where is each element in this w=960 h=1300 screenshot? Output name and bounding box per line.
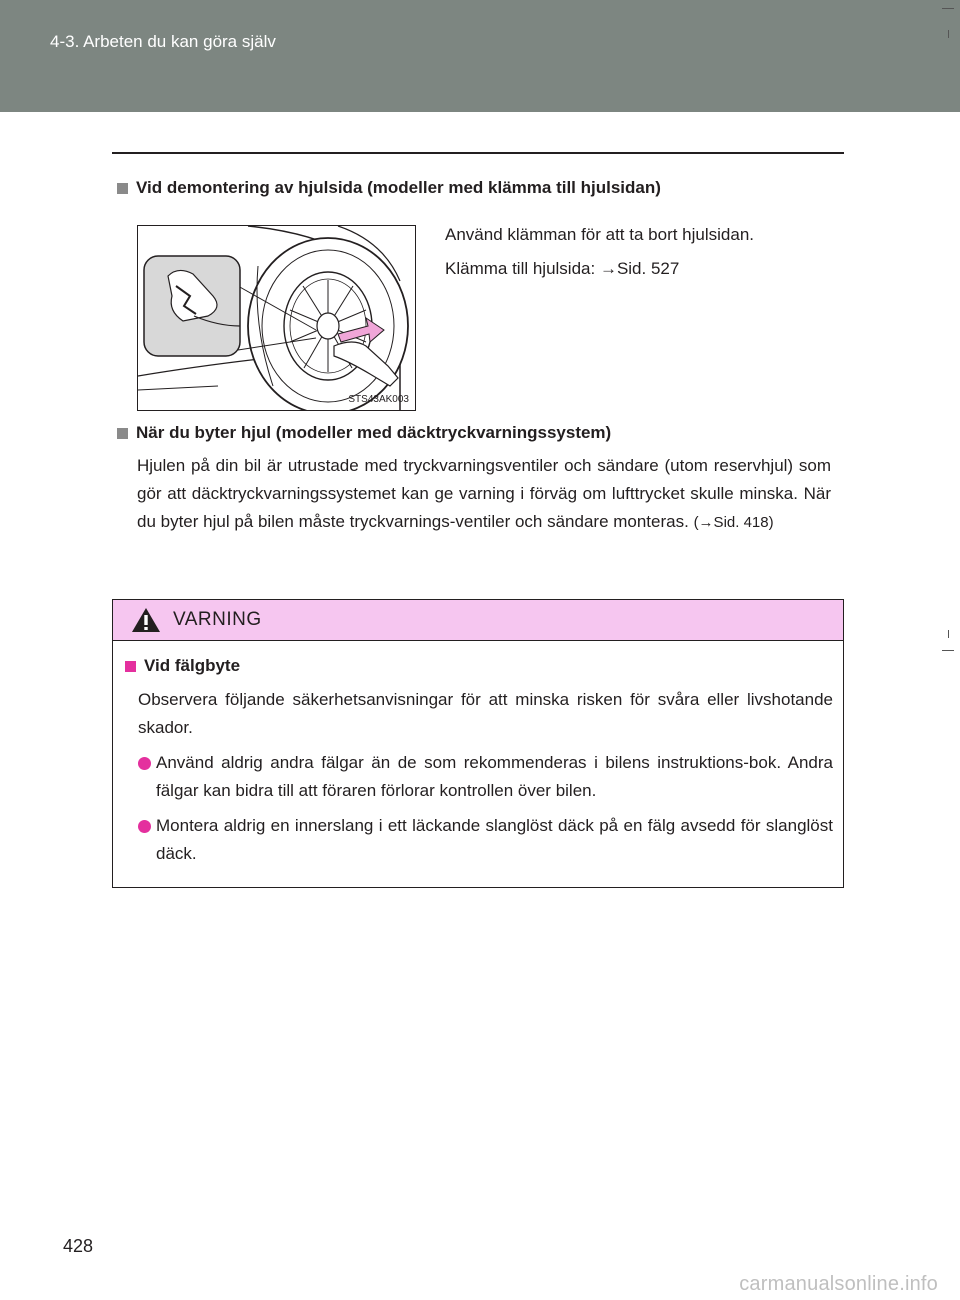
crop-mark bbox=[948, 30, 949, 38]
hubcap-clamp-reference: Klämma till hjulsida: →Sid. 527 bbox=[445, 259, 680, 278]
section-heading-tpms bbox=[117, 423, 611, 443]
tpms-body-text: Hjulen på din bil är utrustade med tryckvarningsventiler och sändare (utom reservhjul) som gör att däcktryckvarningssystemet kan ge varning i förväg om lufttrycket skulle minska. När du byter hjul på bilen måste tryckvarnings-ventiler och sändare monteras. bbox=[137, 456, 831, 531]
crop-mark bbox=[948, 630, 949, 638]
bullet-dot-icon bbox=[138, 757, 151, 770]
warning-box bbox=[112, 599, 844, 888]
warning-subheading-text: Vid fälgbyte bbox=[144, 656, 241, 675]
warning-title: VARNING bbox=[173, 609, 262, 630]
hubcap-removal-illustration bbox=[137, 225, 416, 411]
warning-header bbox=[113, 600, 843, 641]
warning-bullet-text: Använd aldrig andra fälgar än de som rekommenderas i bilens instruktions-bok. Andra fälgar kan bidra till att föraren förlorar kontrollen över bilen. bbox=[156, 753, 833, 800]
section-heading-hubcap bbox=[117, 178, 661, 198]
warning-triangle-icon bbox=[131, 606, 161, 634]
square-bullet-icon bbox=[117, 428, 128, 439]
section-heading-text: När du byter hjul (modeller med däcktryckvarningssystem) bbox=[136, 423, 612, 442]
tpms-page-reference: (→Sid. 418) bbox=[693, 514, 774, 531]
warning-subheading bbox=[125, 656, 240, 676]
warning-bullet bbox=[137, 812, 833, 868]
watermark: carmanualsonline.info bbox=[739, 1273, 938, 1295]
square-bullet-icon bbox=[117, 183, 128, 194]
chapter-header-band bbox=[0, 0, 960, 112]
page-number: 428 bbox=[63, 1236, 94, 1256]
warning-bullet bbox=[137, 749, 833, 805]
hubcap-instruction: Använd klämman för att ta bort hjulsidan. bbox=[445, 225, 754, 244]
section-heading-text: Vid demontering av hjulsida (modeller med klämma till hjulsidan) bbox=[136, 178, 661, 197]
warning-bullet-text: Montera aldrig en innerslang i ett läckande slanglöst däck på en fälg avsedd för slanglöst däck. bbox=[156, 816, 833, 863]
bullet-dot-icon bbox=[138, 820, 151, 833]
chapter-title: 4-3. Arbeten du kan göra själv bbox=[50, 32, 276, 51]
crop-mark bbox=[942, 8, 954, 9]
tpms-paragraph bbox=[137, 452, 831, 537]
warning-intro: Observera följande säkerhetsanvisningar för att minska risken för svåra eller livshotande skador. bbox=[138, 690, 833, 737]
figure-code: STS43AK003 bbox=[348, 394, 409, 405]
square-bullet-icon bbox=[125, 661, 136, 672]
section-divider bbox=[112, 152, 844, 154]
wheel-illustration-icon bbox=[138, 226, 415, 410]
crop-mark bbox=[942, 650, 954, 651]
